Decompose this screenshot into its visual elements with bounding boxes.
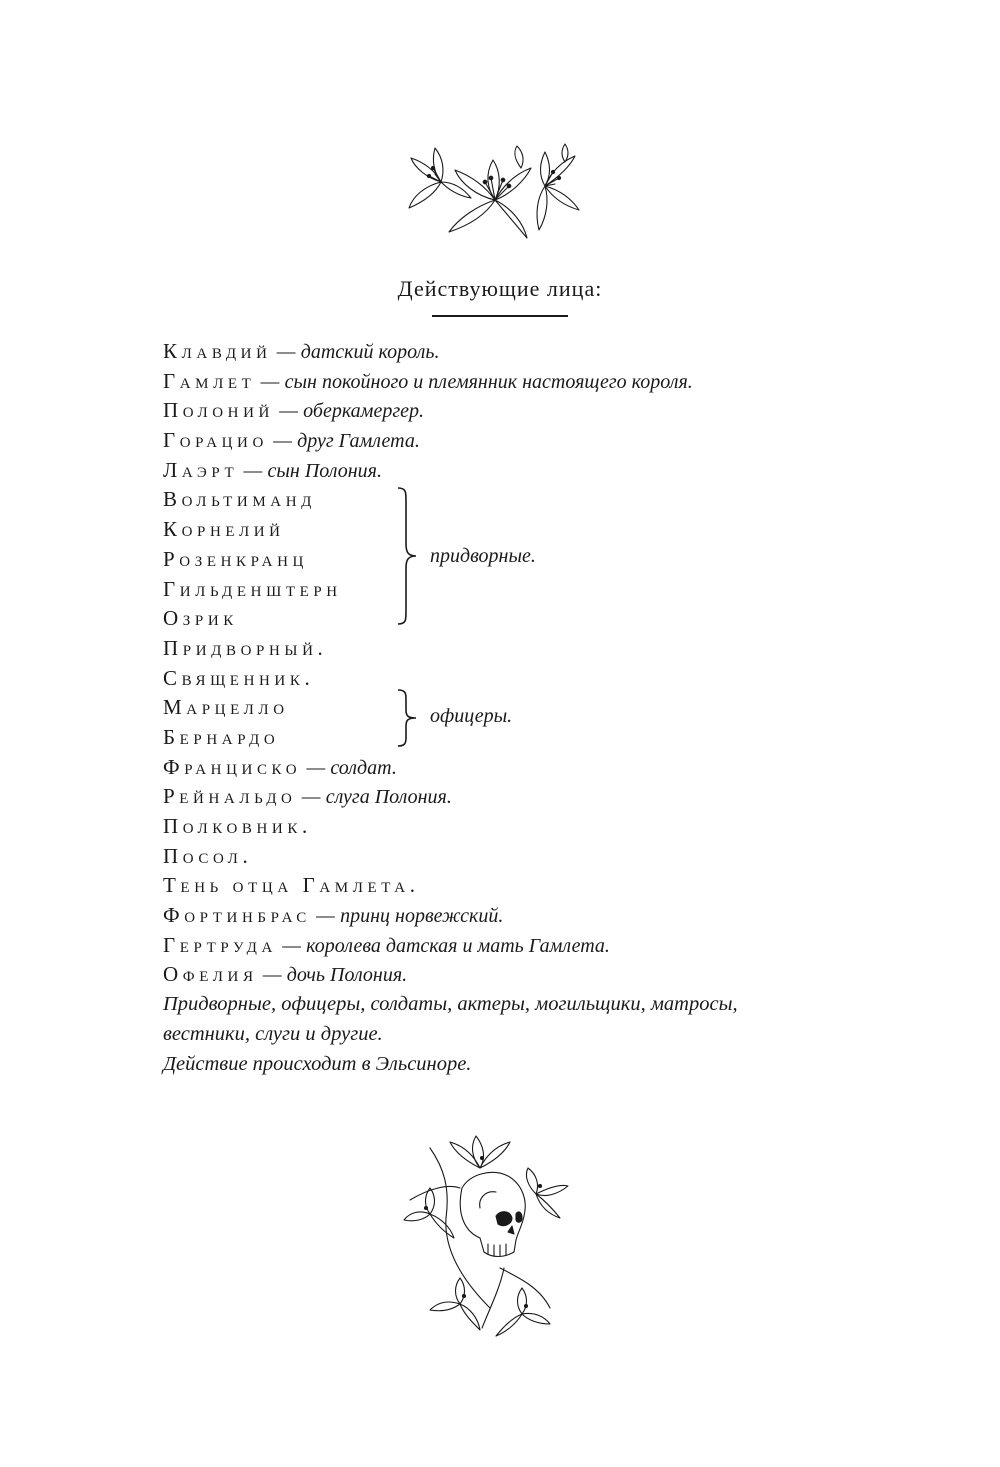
- character-name: Гильденштерн: [163, 576, 342, 601]
- officers-brace: [396, 688, 418, 748]
- character-description: королева датская и мать Гамлета.: [306, 934, 610, 957]
- separator: —: [296, 784, 326, 809]
- cast-entry: [163, 782, 843, 812]
- cast-entry: [163, 396, 843, 426]
- cast-entry: [163, 485, 843, 515]
- separator: —: [276, 932, 307, 957]
- courtiers-brace: [396, 486, 418, 626]
- character-description: сын Полония.: [267, 459, 382, 482]
- cast-entry: [163, 871, 843, 901]
- character-name: Посол.: [163, 843, 253, 868]
- page-title: Действующие лица:: [397, 276, 603, 301]
- cast-entry: [163, 842, 843, 872]
- cast-entry: [163, 575, 843, 605]
- character-name: Озрик: [163, 606, 238, 631]
- cast-entry: [163, 812, 843, 842]
- extras-note: Придворные, офицеры, солдаты, актеры, могильщики, матросы,: [163, 993, 738, 1016]
- separator: —: [310, 903, 341, 928]
- character-name: Франциско: [163, 754, 302, 779]
- character-name: Придворный.: [163, 635, 328, 660]
- character-name: Полковник.: [163, 814, 312, 838]
- character-name: Бернардо: [163, 724, 280, 749]
- separator: —: [273, 398, 304, 423]
- character-name: Офелия: [163, 962, 258, 987]
- setting-note: Действие происходит в Эльсиноре.: [163, 1052, 472, 1075]
- cast-entry: [163, 634, 843, 664]
- character-name: Полоний: [163, 398, 274, 423]
- separator: —: [301, 754, 331, 779]
- character-description: солдат.: [330, 756, 397, 779]
- character-description: оберкамергер.: [303, 400, 425, 423]
- character-name: Лаэрт: [163, 457, 239, 482]
- character-name: Фортинбрас: [163, 903, 311, 928]
- character-name: Вольтиманд: [163, 487, 316, 512]
- character-description: дочь Полония.: [286, 964, 408, 987]
- cast-entry: [163, 901, 843, 931]
- character-description: слуга Полония.: [325, 786, 452, 809]
- character-name: Клавдий: [163, 339, 272, 363]
- character-name: Розенкранц: [163, 546, 308, 571]
- cast-entry: [163, 931, 843, 961]
- character-name: Гертруда: [163, 932, 277, 957]
- character-description: принц норвежский.: [340, 905, 504, 928]
- separator: —: [257, 962, 287, 987]
- character-name: Горацио: [163, 428, 268, 453]
- separator: —: [271, 339, 301, 363]
- character-name: Тень отца Гамлета.: [163, 873, 420, 898]
- character-name: Священник.: [163, 665, 315, 690]
- character-description: датский король.: [300, 341, 440, 363]
- character-name: Марцелло: [163, 695, 289, 720]
- cast-entry: [163, 753, 843, 783]
- cast-entry: [163, 960, 843, 990]
- separator: —: [238, 457, 268, 482]
- officers-label: офицеры.: [430, 705, 513, 727]
- courtiers-label: придворные.: [430, 545, 536, 567]
- skull-lilies-ornament: [400, 1128, 570, 1340]
- extras-note-continued: вестники, слуги и другие.: [163, 1022, 383, 1045]
- cast-entry: [163, 367, 843, 397]
- cast-entry: [163, 456, 843, 486]
- cast-entry: [163, 664, 843, 694]
- separator: —: [267, 428, 298, 453]
- cast-entry: [163, 604, 843, 634]
- character-description: друг Гамлета.: [297, 430, 420, 453]
- character-name: Рейнальдо: [163, 784, 297, 809]
- character-description: сын покойного и племянник настоящего короля.: [284, 370, 693, 393]
- cast-entry: [163, 515, 843, 545]
- cast-entry: [163, 426, 843, 456]
- character-name: Корнелий: [163, 517, 285, 542]
- lily-ornament-top: [405, 138, 583, 242]
- character-name: Гамлет: [163, 368, 256, 393]
- title-underline: [432, 315, 568, 317]
- cast-entry: [163, 337, 843, 367]
- separator: —: [255, 368, 285, 393]
